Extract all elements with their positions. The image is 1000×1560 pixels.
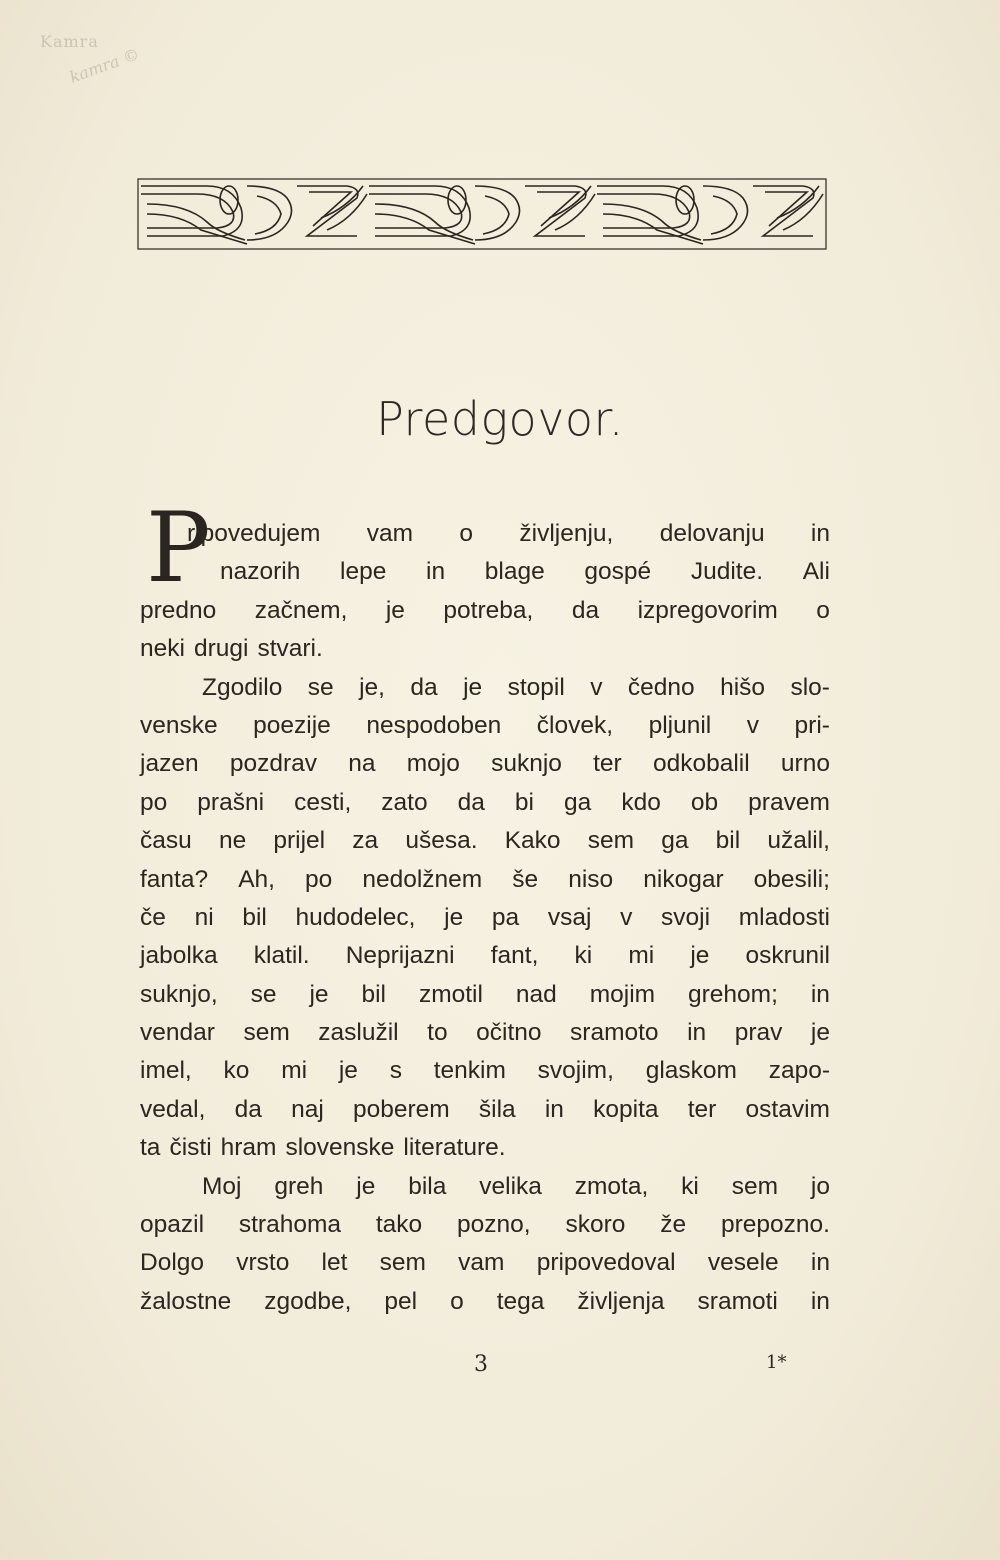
text-line: imel, ko mi je s tenkim svojim, glaskom zapo- (140, 1057, 830, 1085)
text-line: žalostne zgodbe, pel o tega življenja sramoti in (140, 1287, 830, 1315)
text-line: predno začnem, je potreba, da izpregovorim o (140, 596, 830, 624)
page-number: 3 (474, 1352, 488, 1377)
text-line: po prašni cesti, zato da bi ga kdo ob pravem (140, 788, 830, 816)
text-line: opazil strahoma tako pozno, skoro že prepozno. (140, 1211, 830, 1239)
decorative-headpiece-ornament (137, 178, 827, 250)
body-text (140, 515, 830, 1321)
text-line: če ni bil hudodelec, je pa vsaj v svoji mladosti (140, 903, 830, 931)
text-line: ripovedujem vam o življenju, delovanju in (187, 520, 830, 547)
signature-mark: 1* (766, 1352, 787, 1373)
text-line: ta čisti hram slovenske literature. (140, 1134, 506, 1162)
text-line: suknjo, se je bil zmotil nad mojim grehom; in (140, 980, 830, 1008)
chapter-title: Predgovor. (376, 392, 624, 446)
watermark-text-top: Kamra (40, 32, 99, 51)
text-line: vedal, da naj poberem šila in kopita ter ostavim (140, 1095, 830, 1123)
text-line: venske poezije nespodoben človek, pljunil v pri- (140, 711, 830, 739)
text-line: Dolgo vrsto let sem vam pripovedoval vesele in (140, 1249, 830, 1277)
text-line: jabolka klatil. Neprijazni fant, ki mi je oskrunil (140, 942, 830, 970)
text-line: nazorih lepe in blage gospé Judite. Ali (220, 558, 830, 586)
text-line: fanta? Ah, po nedolžnem še niso nikogar obesili; (140, 865, 830, 893)
kamra-watermark (28, 22, 168, 112)
text-line: vendar sem zaslužil to očitno sramoto in prav je (140, 1019, 830, 1047)
drop-cap: P (146, 492, 211, 604)
text-line: jazen pozdrav na mojo suknjo ter odkobalil urno (140, 750, 830, 778)
watermark-text-bottom: kamra © (66, 44, 142, 87)
text-line: neki drugi stvari. (140, 635, 323, 663)
text-line: času ne prijel za ušesa. Kako sem ga bil užalil, (140, 827, 830, 855)
text-line: Zgodilo se je, da je stopil v čedno hišo slo- (202, 673, 830, 701)
text-line: Moj greh je bila velika zmota, ki sem jo (202, 1172, 830, 1200)
